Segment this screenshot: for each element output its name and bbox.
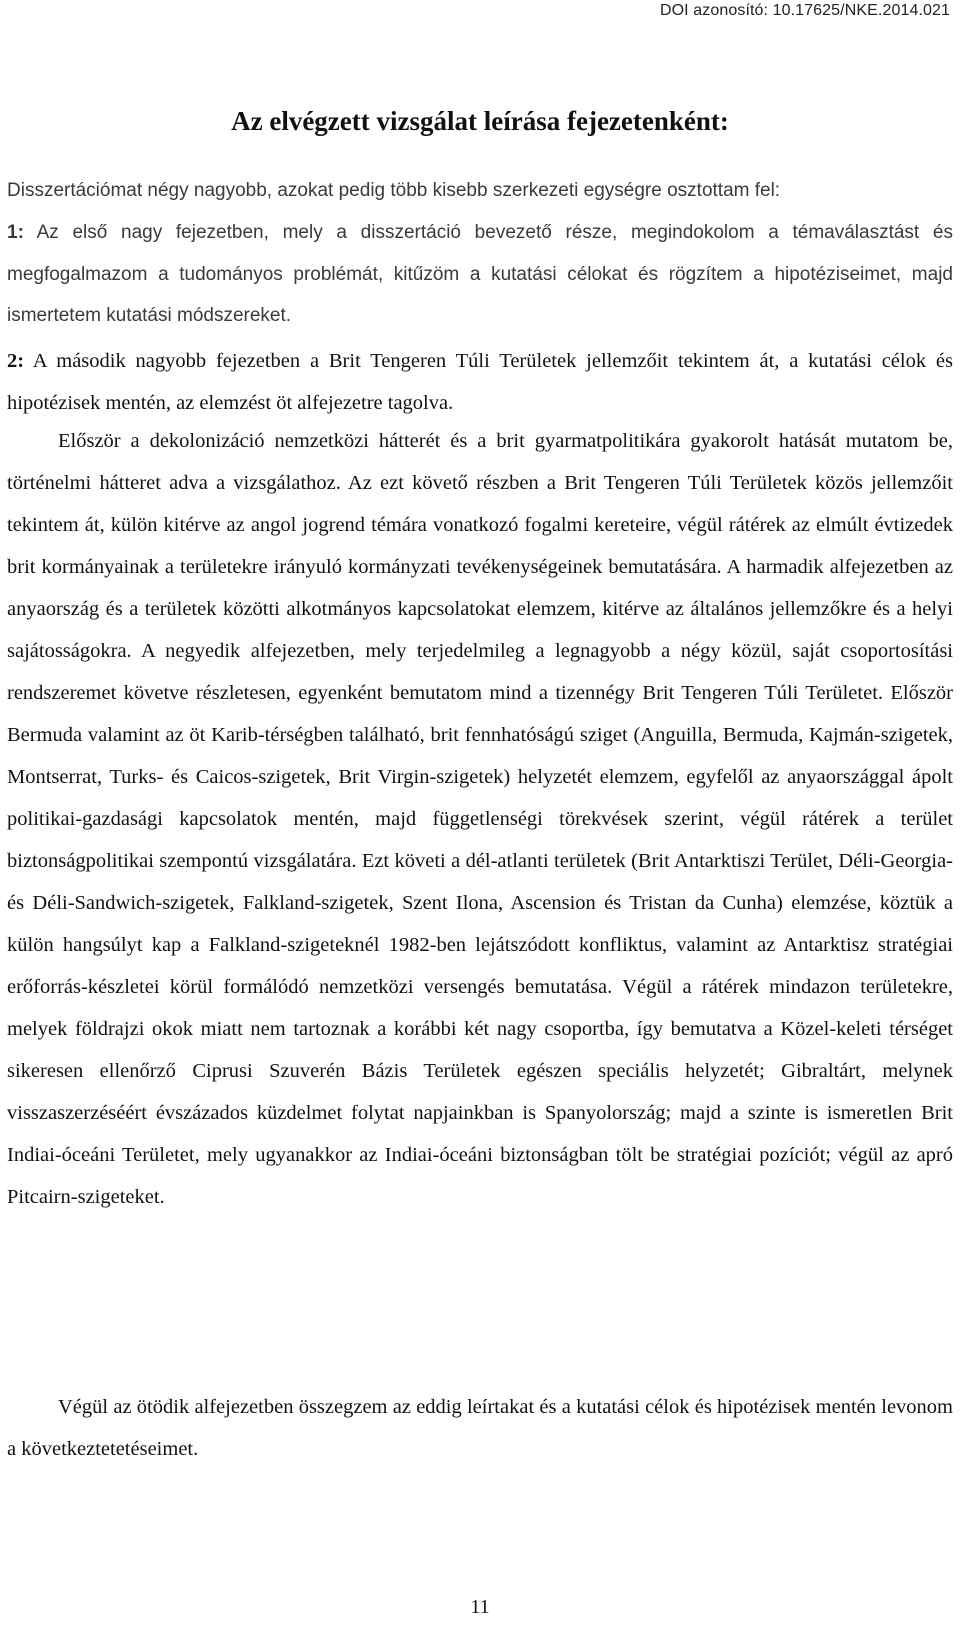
page-title: Az elvégzett vizsgálat leírása fejezetenként: [231,106,729,136]
conclusion-paragraph: Végül az ötödik alfejezetben összegzem az eddig leírtakat és a kutatási célok és hipotézisek mentén levonom a következtetetéseimet. [7,1396,953,1460]
body-paragraph: Először a dekolonizáció nemzetközi hátterét és a brit gyarmatpolitikára gyakorolt hatását mutatom be, történelmi hátteret adva a vizsgálathoz. Az ezt követő részben a Brit Tengeren Túli Területek közös jellemzőit tekintem át, külön kitérve az angol jogrend témára vonatkozó fogalmi kereteire, végül rátérek az elmúlt évtizedek brit kormányainak a területekre irányuló kormányzati tevékenységeinek bemutatására. A harmadik alfejezetben az anyaország és a területek közötti alkotmányos kapcsolatokat elemzem, kitérve az általános jellemzőkre és a helyi sajátosságokra. A negyedik alfejezetben, mely terjedelmileg a legnagyobb a négy közül, saját csoportosítási rendszeremet követve részletesen, egyenként bemutatom mind a tizennégy Brit Tengeren Túli Területet. Először Bermuda valamint az öt Karib-térségben található, brit fennhatóságú sziget (Anguilla, Bermuda, Kajmán-szigetek, Montserrat, Turks- és Caicos-szigetek, Brit Virgin-szigetek) helyzetét elemzem, egyfelől az anyaországgal ápolt politikai-gazdasági kapcsolatok mentén, majd függetlenségi törekvések szerint, végül rátérek a terület biztonságpolitikai szempontú vizsgálatára. Ezt követi a dél-atlanti területek (Brit Antarktiszi Terület, Déli-Georgia- és Déli-Sandwich-szigetek, Falkland-szigetek, Szent Ilona, Ascension és Tristan da Cunha) elemzése, köztük a külön hangsúlyt kap a Falkland-szigeteknél 1982-ben lejátszódott konfliktus, valamint az Antarktisz stratégiai erőforrás-készletei körül formálódó nemzetközi versengés bemutatása. Végül a rátérek mindazon területekre, melyek földrajzi okok miatt nem tartoznak a korábbi két nagy csoportba, így bemutatva a Közel-keleti térséget sikeresen ellenőrző Ciprusi Szuverén Bázis Területek egészen speciális helyzetét; Gibraltárt, melynek visszaszerzéséért évszázados küzdelmet folytat napjainkban is Spanyolország; majd a szinte is ismeretlen Brit Indiai-óceáni Területet, mely ugyanakkor az Indiai-óceáni biztonságban tölt be stratégiai pozíciót; végül az apró Pitcairn-szigeteket. [7,430,953,1208]
chapter-1-text: Az első nagy fejezetben, mely a disszertáció bevezető része, megindokolom a témaválasztást és megfogalmazom a tudományos problémát, kitűzöm a kutatási célokat és rögzítem a hipotéziseimet, majd ismertetem kutatási módszereket. [7,222,953,326]
intro-paragraph: Disszertációmat négy nagyobb, azokat pedig több kisebb szerkezeti egységre osztottam fel: [7,180,781,201]
page-number: 11 [470,1596,490,1618]
doi-identifier: DOI azonosító: 10.17625/NKE.2014.021 [659,2,950,19]
chapter-2-number: 2: [7,350,25,372]
chapter-2-paragraph [7,340,953,424]
chapter-2-text: A második nagyobb fejezetben a Brit Tengeren Túli Területek jellemzőit tekintem át, a kutatási célok és hipotézisek mentén, az elemzést öt alfejezetre tagolva. [7,350,953,414]
chapter-1-paragraph [7,212,953,337]
chapter-1-number: 1: [7,222,24,243]
